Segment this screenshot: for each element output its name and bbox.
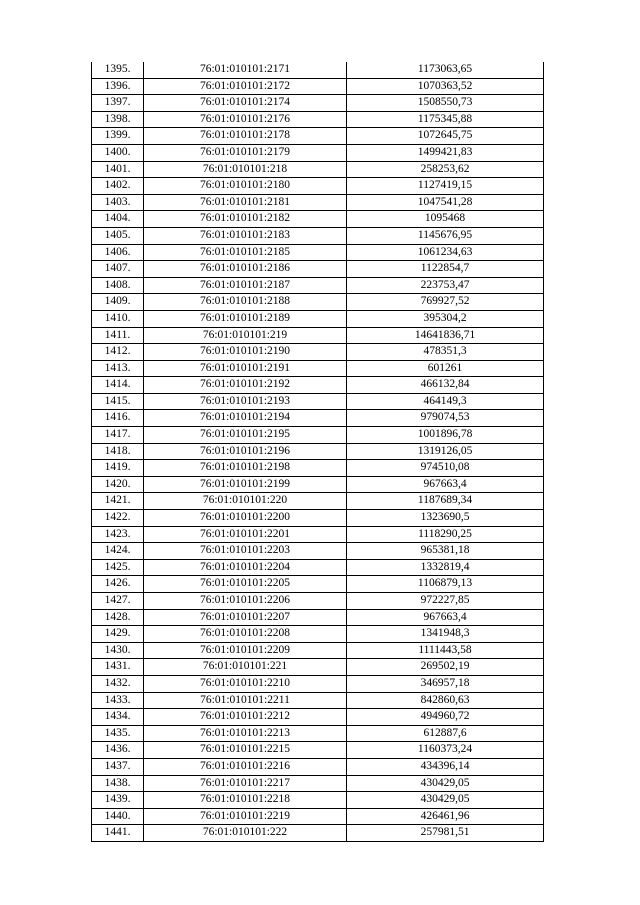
cadastral-value-table bbox=[91, 62, 544, 842]
row-number-cell: 1428. bbox=[92, 609, 144, 626]
cadastral-number-cell: 76:01:010101:2219 bbox=[144, 808, 347, 825]
cadastral-value-cell: 223753,47 bbox=[347, 277, 544, 294]
cadastral-value-cell: 1341948,3 bbox=[347, 626, 544, 643]
cadastral-value-cell: 430429,05 bbox=[347, 775, 544, 792]
table-row bbox=[92, 792, 544, 809]
cadastral-value-cell: 1118290,25 bbox=[347, 526, 544, 543]
row-number-cell: 1427. bbox=[92, 593, 144, 610]
cadastral-value-cell: 1187689,34 bbox=[347, 493, 544, 510]
table-body bbox=[92, 62, 544, 841]
cadastral-number-cell: 76:01:010101:2187 bbox=[144, 277, 347, 294]
row-number-cell: 1425. bbox=[92, 559, 144, 576]
table-row bbox=[92, 825, 544, 842]
table-row bbox=[92, 593, 544, 610]
cadastral-value-cell: 1145676,95 bbox=[347, 227, 544, 244]
row-number-cell: 1406. bbox=[92, 244, 144, 261]
cadastral-value-cell: 842860,63 bbox=[347, 692, 544, 709]
cadastral-value-cell: 1323690,5 bbox=[347, 510, 544, 527]
table-row bbox=[92, 709, 544, 726]
cadastral-number-cell: 76:01:010101:2213 bbox=[144, 725, 347, 742]
row-number-cell: 1429. bbox=[92, 626, 144, 643]
row-number-cell: 1434. bbox=[92, 709, 144, 726]
row-number-cell: 1407. bbox=[92, 261, 144, 278]
cadastral-value-cell: 965381,18 bbox=[347, 543, 544, 560]
cadastral-value-cell: 434396,14 bbox=[347, 758, 544, 775]
cadastral-number-cell: 76:01:010101:2216 bbox=[144, 758, 347, 775]
table-row bbox=[92, 128, 544, 145]
row-number-cell: 1400. bbox=[92, 144, 144, 161]
row-number-cell: 1422. bbox=[92, 510, 144, 527]
cadastral-number-cell: 76:01:010101:2210 bbox=[144, 675, 347, 692]
table-row bbox=[92, 725, 544, 742]
cadastral-value-cell: 601261 bbox=[347, 360, 544, 377]
table-row bbox=[92, 543, 544, 560]
row-number-cell: 1408. bbox=[92, 277, 144, 294]
cadastral-value-cell: 974510,08 bbox=[347, 460, 544, 477]
row-number-cell: 1413. bbox=[92, 360, 144, 377]
cadastral-number-cell: 76:01:010101:2203 bbox=[144, 543, 347, 560]
cadastral-value-cell: 430429,05 bbox=[347, 792, 544, 809]
cadastral-number-cell: 76:01:010101:2208 bbox=[144, 626, 347, 643]
cadastral-number-cell: 76:01:010101:2191 bbox=[144, 360, 347, 377]
row-number-cell: 1424. bbox=[92, 543, 144, 560]
row-number-cell: 1440. bbox=[92, 808, 144, 825]
table-row bbox=[92, 427, 544, 444]
row-number-cell: 1410. bbox=[92, 310, 144, 327]
cadastral-number-cell: 76:01:010101:2198 bbox=[144, 460, 347, 477]
table-row bbox=[92, 576, 544, 593]
cadastral-number-cell: 76:01:010101:2207 bbox=[144, 609, 347, 626]
cadastral-number-cell: 76:01:010101:2215 bbox=[144, 742, 347, 759]
row-number-cell: 1421. bbox=[92, 493, 144, 510]
cadastral-value-cell: 478351,3 bbox=[347, 344, 544, 361]
row-number-cell: 1415. bbox=[92, 393, 144, 410]
cadastral-number-cell: 76:01:010101:2217 bbox=[144, 775, 347, 792]
row-number-cell: 1431. bbox=[92, 659, 144, 676]
cadastral-value-cell: 426461,96 bbox=[347, 808, 544, 825]
table-row bbox=[92, 294, 544, 311]
cadastral-number-cell: 76:01:010101:2186 bbox=[144, 261, 347, 278]
cadastral-number-cell: 76:01:010101:221 bbox=[144, 659, 347, 676]
table-row bbox=[92, 742, 544, 759]
row-number-cell: 1419. bbox=[92, 460, 144, 477]
cadastral-value-cell: 466132,84 bbox=[347, 377, 544, 394]
cadastral-number-cell: 76:01:010101:220 bbox=[144, 493, 347, 510]
row-number-cell: 1403. bbox=[92, 194, 144, 211]
row-number-cell: 1432. bbox=[92, 675, 144, 692]
cadastral-value-cell: 967663,4 bbox=[347, 609, 544, 626]
row-number-cell: 1438. bbox=[92, 775, 144, 792]
cadastral-number-cell: 76:01:010101:2192 bbox=[144, 377, 347, 394]
table-row bbox=[92, 410, 544, 427]
table-row bbox=[92, 510, 544, 527]
table-row bbox=[92, 609, 544, 626]
cadastral-number-cell: 76:01:010101:2176 bbox=[144, 111, 347, 128]
table-row bbox=[92, 227, 544, 244]
cadastral-value-cell: 257981,51 bbox=[347, 825, 544, 842]
row-number-cell: 1423. bbox=[92, 526, 144, 543]
row-number-cell: 1397. bbox=[92, 95, 144, 112]
row-number-cell: 1426. bbox=[92, 576, 144, 593]
table-row bbox=[92, 178, 544, 195]
cadastral-number-cell: 76:01:010101:2178 bbox=[144, 128, 347, 145]
cadastral-number-cell: 76:01:010101:2201 bbox=[144, 526, 347, 543]
row-number-cell: 1411. bbox=[92, 327, 144, 344]
row-number-cell: 1412. bbox=[92, 344, 144, 361]
cadastral-number-cell: 76:01:010101:2196 bbox=[144, 443, 347, 460]
cadastral-value-cell: 1332819,4 bbox=[347, 559, 544, 576]
table-row bbox=[92, 808, 544, 825]
table-row bbox=[92, 360, 544, 377]
cadastral-value-cell: 269502,19 bbox=[347, 659, 544, 676]
row-number-cell: 1418. bbox=[92, 443, 144, 460]
cadastral-value-cell: 258253,62 bbox=[347, 161, 544, 178]
cadastral-number-cell: 76:01:010101:2195 bbox=[144, 427, 347, 444]
cadastral-number-cell: 76:01:010101:2204 bbox=[144, 559, 347, 576]
table-row bbox=[92, 559, 544, 576]
cadastral-value-cell: 1127419,15 bbox=[347, 178, 544, 195]
row-number-cell: 1436. bbox=[92, 742, 144, 759]
cadastral-number-cell: 76:01:010101:222 bbox=[144, 825, 347, 842]
table-row bbox=[92, 277, 544, 294]
cadastral-value-cell: 967663,4 bbox=[347, 476, 544, 493]
table-row bbox=[92, 758, 544, 775]
table-row bbox=[92, 111, 544, 128]
cadastral-value-cell: 1001896,78 bbox=[347, 427, 544, 444]
row-number-cell: 1414. bbox=[92, 377, 144, 394]
cadastral-number-cell: 76:01:010101:2218 bbox=[144, 792, 347, 809]
cadastral-value-cell: 494960,72 bbox=[347, 709, 544, 726]
table-row bbox=[92, 377, 544, 394]
cadastral-value-cell: 1173063,65 bbox=[347, 62, 544, 78]
row-number-cell: 1402. bbox=[92, 178, 144, 195]
cadastral-number-cell: 76:01:010101:2172 bbox=[144, 78, 347, 95]
cadastral-number-cell: 76:01:010101:2205 bbox=[144, 576, 347, 593]
cadastral-value-cell: 1072645,75 bbox=[347, 128, 544, 145]
cadastral-value-cell: 1175345,88 bbox=[347, 111, 544, 128]
table-row bbox=[92, 211, 544, 228]
cadastral-number-cell: 76:01:010101:2209 bbox=[144, 642, 347, 659]
cadastral-number-cell: 76:01:010101:2211 bbox=[144, 692, 347, 709]
cadastral-value-cell: 1061234,63 bbox=[347, 244, 544, 261]
table-row bbox=[92, 310, 544, 327]
row-number-cell: 1430. bbox=[92, 642, 144, 659]
table-row bbox=[92, 244, 544, 261]
cadastral-value-cell: 1319126,05 bbox=[347, 443, 544, 460]
cadastral-value-cell: 1047541,28 bbox=[347, 194, 544, 211]
cadastral-number-cell: 76:01:010101:219 bbox=[144, 327, 347, 344]
cadastral-value-cell: 395304,2 bbox=[347, 310, 544, 327]
cadastral-value-cell: 769927,52 bbox=[347, 294, 544, 311]
cadastral-number-cell: 76:01:010101:2182 bbox=[144, 211, 347, 228]
cadastral-value-cell: 1122854,7 bbox=[347, 261, 544, 278]
cadastral-number-cell: 76:01:010101:2183 bbox=[144, 227, 347, 244]
row-number-cell: 1398. bbox=[92, 111, 144, 128]
cadastral-value-cell: 1508550,73 bbox=[347, 95, 544, 112]
table-row bbox=[92, 62, 544, 78]
cadastral-value-cell: 979074,53 bbox=[347, 410, 544, 427]
row-number-cell: 1441. bbox=[92, 825, 144, 842]
cadastral-value-cell: 346957,18 bbox=[347, 675, 544, 692]
table-row bbox=[92, 95, 544, 112]
cadastral-value-cell: 1160373,24 bbox=[347, 742, 544, 759]
row-number-cell: 1420. bbox=[92, 476, 144, 493]
table-row bbox=[92, 78, 544, 95]
row-number-cell: 1439. bbox=[92, 792, 144, 809]
table-row bbox=[92, 161, 544, 178]
table-row bbox=[92, 642, 544, 659]
row-number-cell: 1395. bbox=[92, 62, 144, 78]
row-number-cell: 1405. bbox=[92, 227, 144, 244]
table-row bbox=[92, 626, 544, 643]
cadastral-value-cell: 1070363,52 bbox=[347, 78, 544, 95]
table-row bbox=[92, 443, 544, 460]
row-number-cell: 1401. bbox=[92, 161, 144, 178]
row-number-cell: 1399. bbox=[92, 128, 144, 145]
table-row bbox=[92, 460, 544, 477]
table-row bbox=[92, 393, 544, 410]
cadastral-value-cell: 1499421,83 bbox=[347, 144, 544, 161]
row-number-cell: 1435. bbox=[92, 725, 144, 742]
cadastral-number-cell: 76:01:010101:2206 bbox=[144, 593, 347, 610]
cadastral-number-cell: 76:01:010101:2185 bbox=[144, 244, 347, 261]
row-number-cell: 1409. bbox=[92, 294, 144, 311]
table-row bbox=[92, 144, 544, 161]
cadastral-value-cell: 464149,3 bbox=[347, 393, 544, 410]
row-number-cell: 1396. bbox=[92, 78, 144, 95]
cadastral-value-cell: 14641836,71 bbox=[347, 327, 544, 344]
table-row bbox=[92, 692, 544, 709]
table-row bbox=[92, 659, 544, 676]
cadastral-number-cell: 76:01:010101:2171 bbox=[144, 62, 347, 78]
cadastral-number-cell: 76:01:010101:2212 bbox=[144, 709, 347, 726]
table-row bbox=[92, 344, 544, 361]
table-row bbox=[92, 526, 544, 543]
cadastral-number-cell: 76:01:010101:2180 bbox=[144, 178, 347, 195]
cadastral-number-cell: 76:01:010101:2194 bbox=[144, 410, 347, 427]
cadastral-number-cell: 76:01:010101:2200 bbox=[144, 510, 347, 527]
row-number-cell: 1416. bbox=[92, 410, 144, 427]
cadastral-number-cell: 76:01:010101:2181 bbox=[144, 194, 347, 211]
table-row bbox=[92, 476, 544, 493]
row-number-cell: 1404. bbox=[92, 211, 144, 228]
cadastral-value-cell: 1111443,58 bbox=[347, 642, 544, 659]
cadastral-number-cell: 76:01:010101:2190 bbox=[144, 344, 347, 361]
cadastral-value-cell: 1106879,13 bbox=[347, 576, 544, 593]
table-row bbox=[92, 327, 544, 344]
cadastral-number-cell: 76:01:010101:2174 bbox=[144, 95, 347, 112]
cadastral-number-cell: 76:01:010101:2199 bbox=[144, 476, 347, 493]
row-number-cell: 1417. bbox=[92, 427, 144, 444]
table-row bbox=[92, 775, 544, 792]
table-row bbox=[92, 493, 544, 510]
table-row bbox=[92, 675, 544, 692]
cadastral-number-cell: 76:01:010101:218 bbox=[144, 161, 347, 178]
cadastral-value-cell: 612887,6 bbox=[347, 725, 544, 742]
table-row bbox=[92, 261, 544, 278]
cadastral-number-cell: 76:01:010101:2189 bbox=[144, 310, 347, 327]
table-row bbox=[92, 194, 544, 211]
cadastral-number-cell: 76:01:010101:2193 bbox=[144, 393, 347, 410]
row-number-cell: 1433. bbox=[92, 692, 144, 709]
cadastral-number-cell: 76:01:010101:2179 bbox=[144, 144, 347, 161]
cadastral-value-cell: 1095468 bbox=[347, 211, 544, 228]
cadastral-number-cell: 76:01:010101:2188 bbox=[144, 294, 347, 311]
row-number-cell: 1437. bbox=[92, 758, 144, 775]
cadastral-value-cell: 972227,85 bbox=[347, 593, 544, 610]
